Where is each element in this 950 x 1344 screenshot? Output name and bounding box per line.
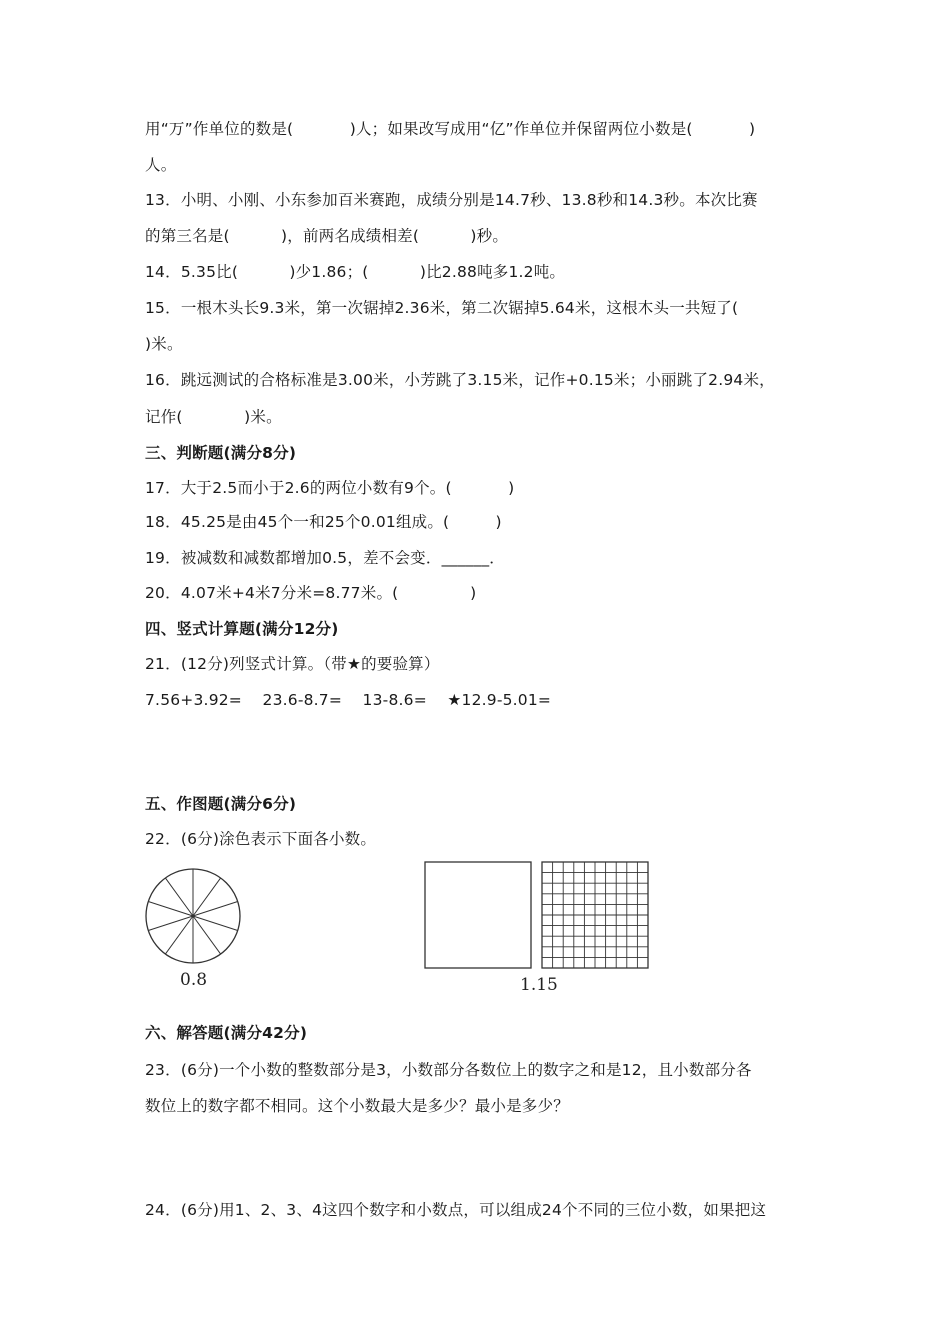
- question-19: 19．被减数和减数都增加0.5，差不会变．______．: [145, 549, 505, 567]
- question-17: 17．大于2.5而小于2.6的两位小数有9个。( ): [145, 479, 515, 497]
- sector-line: [193, 878, 221, 916]
- circle-figure: [143, 866, 243, 966]
- question-22: 22．(6分)涂色表示下面各小数。: [145, 830, 377, 848]
- line-unit-conversion: 用“万”作单位的数是( )人；如果改写成用“亿”作单位并保留两位小数是( ): [145, 120, 756, 138]
- sector-line: [165, 878, 193, 916]
- question-21: 21．(12分)列竖式计算。（带★的要验算）: [145, 655, 440, 673]
- question-15-cont: )米。: [145, 335, 183, 353]
- question-13-cont: 的第三名是( )，前两名成绩相差( )秒。: [145, 227, 509, 245]
- section-4-heading: 四、竖式计算题(满分12分): [145, 620, 339, 638]
- section-5-heading: 五、作图题(满分6分): [145, 795, 297, 813]
- sector-line: [165, 916, 193, 954]
- square-label: 1.15: [520, 975, 558, 995]
- section-6-heading: 六、解答题(满分42分): [145, 1024, 308, 1042]
- question-14: 14．5.35比( )少1.86；( )比2.88吨多1.2吨。: [145, 263, 566, 281]
- question-21-expressions: 7.56+3.92= 23.6-8.7= 13-8.6= ★12.9-5.01=: [145, 691, 552, 709]
- question-16: 16．跳远测试的合格标准是3.00米，小芳跳了3.15米，记作+0.15米；小丽跳了2.94米，: [145, 371, 775, 389]
- hundred-grid-figure: [541, 861, 651, 971]
- sector-line: [148, 916, 193, 931]
- sector-line: [193, 916, 238, 931]
- question-18: 18．45.25是由45个一和25个0.01组成。( ): [145, 513, 502, 531]
- sector-line: [193, 916, 221, 954]
- question-23-cont: 数位上的数字都不相同。这个小数最大是多少？最小是多少？: [145, 1097, 569, 1115]
- circle-label: 0.8: [180, 970, 208, 990]
- line-unit-conversion-end: 人。: [145, 156, 177, 174]
- section-3-heading: 三、判断题(满分8分): [145, 444, 297, 462]
- question-15: 15．一根木头长9.3米，第一次锯掉2.36米，第二次锯掉5.64米，这根木头一共短了(: [145, 299, 739, 317]
- sector-line: [193, 901, 238, 916]
- question-24: 24．(6分)用1、2、3、4这四个数字和小数点，可以组成24个不同的三位小数，如果把这: [145, 1201, 767, 1219]
- question-13: 13．小明、小刚、小东参加百米赛跑，成绩分别是14.7秒、13.8秒和14.3秒。本次比赛: [145, 191, 758, 209]
- question-20: 20．4.07米+4米7分米=8.77米。( ): [145, 584, 477, 602]
- sector-line: [148, 901, 193, 916]
- unit-square-figure: [424, 861, 534, 971]
- question-23: 23．(6分)一个小数的整数部分是3，小数部分各数位上的数字之和是12，且小数部分各: [145, 1061, 752, 1079]
- question-16-cont: 记作( )米。: [145, 408, 282, 426]
